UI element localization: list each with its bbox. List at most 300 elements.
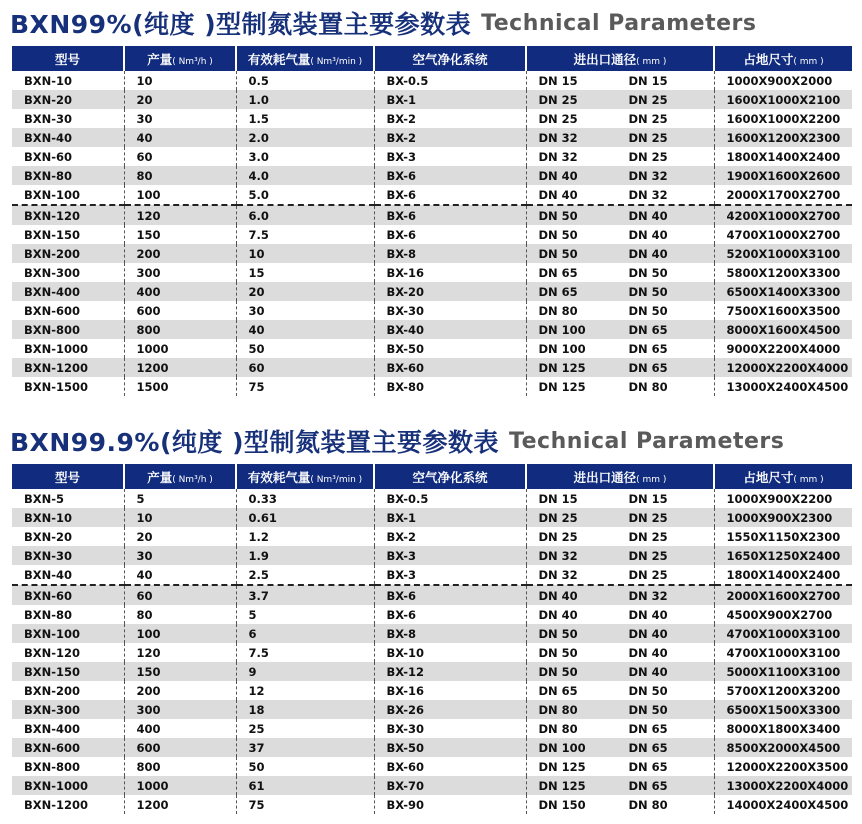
cell-model: BXN-80 [12,166,124,185]
cell-air-consumption: 1.9 [236,546,374,565]
table-row [12,185,852,205]
table-row [12,757,852,776]
cell-output: 80 [124,605,236,624]
outlet-diameter: DN 65 [628,360,668,375]
cell-output: 100 [124,185,236,205]
cell-air-consumption: 20 [236,282,374,301]
cell-output: 40 [124,565,236,585]
cell-port-diameter [526,757,714,776]
table-row [12,166,852,185]
inlet-diameter: DN 32 [538,130,578,145]
table-row [12,776,852,795]
cell-air-purification: BX-26 [374,700,526,719]
cell-footprint: 7500X1600X3500 [714,301,852,320]
inlet-diameter: DN 50 [538,645,578,660]
header-row [12,464,852,489]
cell-output: 600 [124,738,236,757]
cell-air-consumption: 7.5 [236,643,374,662]
cell-air-purification: BX-6 [374,185,526,205]
cell-model: BXN-100 [24,187,81,202]
cell-air-consumption: 61 [236,776,374,795]
table-row [12,320,852,339]
cell-footprint: 1600X1000X2200 [714,109,852,128]
column-header-air-purification [374,46,526,71]
cell-air-consumption: 15 [236,263,374,282]
column-header-output [124,464,236,489]
cell-air-purification: BX-60 [374,358,526,377]
cell-air-purification: BX-0.5 [374,71,526,90]
inlet-diameter: DN 125 [538,360,586,375]
cell-output: 30 [124,546,236,565]
column-header-air-purification [374,464,526,489]
column-header-air-consumption [236,46,374,71]
section-title: BXN99%(纯度 )型制氮装置主要参数表 [10,10,472,39]
outlet-diameter: DN 40 [628,208,668,223]
cell-air-consumption: 0.5 [236,71,374,90]
cell-footprint: 5200X1000X3100 [714,244,852,263]
cell-air-purification: BX-1 [374,508,526,527]
table-row [12,605,852,624]
cell-air-consumption: 18 [236,700,374,719]
cell-air-purification: BX-8 [374,244,526,263]
inlet-diameter: DN 40 [538,168,578,183]
cell-footprint: 14000X2400X4500 [714,795,852,814]
cell-output: 120 [124,643,236,662]
cell-output: 120 [124,205,236,225]
cell-output: 40 [124,128,236,147]
cell-port-diameter [526,358,714,377]
inlet-diameter: DN 80 [538,721,578,736]
table-row [12,643,852,662]
cell-model: BXN-150 [12,662,124,681]
table-row [12,339,852,358]
outlet-diameter: DN 25 [628,149,668,164]
header-unit: ( Nm³/h ) [172,56,213,67]
cell-air-purification: BX-30 [374,301,526,320]
cell-output: 1000 [124,776,236,795]
table-row [12,205,852,225]
cell-output: 20 [124,90,236,109]
cell-footprint: 13000X2400X4500 [714,377,852,396]
outlet-diameter: DN 25 [628,529,668,544]
cell-air-purification: BX-30 [374,719,526,738]
cell-footprint: 5700X1200X3200 [714,681,852,700]
outlet-diameter: DN 15 [628,73,668,88]
cell-port-diameter [526,662,714,681]
cell-air-purification: BX-12 [374,662,526,681]
cell-air-purification: BX-6 [374,585,526,605]
inlet-diameter: DN 50 [538,664,578,679]
cell-air-consumption: 50 [236,339,374,358]
cell-footprint: 12000X2200X3500 [714,757,852,776]
inlet-diameter: DN 100 [538,341,586,356]
outlet-diameter: DN 25 [628,548,668,563]
cell-air-purification: BX-6 [374,166,526,185]
cell-air-purification: BX-0.5 [374,489,526,508]
header-label: 空气净化系统 [412,469,488,485]
cell-model: BXN-100 [12,624,124,643]
outlet-diameter: DN 40 [628,246,668,261]
cell-air-purification: BX-3 [374,147,526,166]
section-title: BXN99.9%(纯度 )型制氮装置主要参数表 [10,428,500,457]
cell-air-purification: BX-2 [374,527,526,546]
cell-model: BXN-300 [24,265,81,280]
cell-port-diameter [526,109,714,128]
outlet-diameter: DN 65 [628,759,668,774]
cell-output: 80 [124,166,236,185]
cell-model: BXN-10 [12,508,124,527]
cell-model: BXN-150 [24,227,81,242]
cell-model: BXN-120 [12,205,124,225]
cell-output: 600 [124,301,236,320]
cell-model: BXN-60 [24,149,73,164]
section-title-en: Technical Parameters [509,428,785,454]
cell-air-purification: BX-50 [374,738,526,757]
inlet-diameter: DN 25 [538,111,578,126]
inlet-diameter: DN 50 [538,626,578,641]
cell-air-purification: BX-3 [374,565,526,585]
outlet-diameter: DN 40 [628,626,668,641]
cell-output: 10 [124,508,236,527]
outlet-diameter: DN 65 [628,778,668,793]
section-title-en: Technical Parameters [481,10,757,36]
inlet-diameter: DN 65 [538,265,578,280]
cell-port-diameter [526,508,714,527]
outlet-diameter: DN 50 [628,265,668,280]
header-label: 占地尺寸 [743,51,794,67]
cell-air-consumption: 3.7 [236,585,374,605]
cell-output: 60 [124,585,236,605]
header-label: 型号 [54,469,80,485]
cell-air-consumption: 40 [236,320,374,339]
outlet-diameter: DN 65 [628,341,668,356]
cell-port-diameter [526,166,714,185]
cell-port-diameter [526,377,714,396]
cell-model: BXN-800 [24,759,81,774]
table-row [12,546,852,565]
inlet-diameter: DN 50 [538,246,578,261]
cell-output: 20 [124,527,236,546]
column-header-footprint [714,46,852,71]
cell-output: 400 [124,719,236,738]
inlet-diameter: DN 32 [538,548,578,563]
outlet-diameter: DN 40 [628,645,668,660]
header-label: 空气净化系统 [412,51,488,67]
table-row [12,527,852,546]
cell-model: BXN-200 [12,244,124,263]
cell-air-purification: BX-1 [374,90,526,109]
cell-model: BXN-40 [24,567,73,582]
parameter-section-99-9 [0,418,862,814]
cell-model: BXN-1000 [12,776,124,795]
cell-port-diameter [526,624,714,643]
inlet-diameter: DN 100 [538,322,586,337]
inlet-diameter: DN 40 [538,607,578,622]
cell-port-diameter [526,565,714,585]
header-label: 型号 [54,51,80,67]
inlet-diameter: DN 32 [538,567,578,582]
cell-port-diameter [526,489,714,508]
cell-footprint: 4700X1000X3100 [714,624,852,643]
cell-output: 150 [124,225,236,244]
inlet-diameter: DN 40 [538,588,578,603]
inlet-diameter: DN 125 [538,379,586,394]
table-row [12,795,852,814]
cell-port-diameter [526,71,714,90]
cell-air-consumption: 1.5 [236,109,374,128]
cell-output: 100 [124,624,236,643]
cell-model: BXN-300 [12,700,124,719]
header-label: 占地尺寸 [743,469,794,485]
outlet-diameter: DN 15 [628,491,668,506]
cell-air-purification: BX-16 [374,263,526,282]
cell-output: 300 [124,263,236,282]
inlet-diameter: DN 80 [538,702,578,717]
cell-air-purification: BX-6 [374,225,526,244]
inlet-diameter: DN 50 [538,208,578,223]
cell-footprint: 1000X900X2200 [714,489,852,508]
cell-footprint: 6500X1400X3300 [714,282,852,301]
column-header-footprint [714,464,852,489]
inlet-diameter: DN 80 [538,303,578,318]
cell-output: 60 [124,147,236,166]
outlet-diameter: DN 25 [628,130,668,145]
table-row [12,263,852,282]
cell-air-purification: BX-2 [374,128,526,147]
cell-air-purification: BX-16 [374,681,526,700]
cell-output: 200 [124,681,236,700]
cell-air-consumption: 12 [236,681,374,700]
cell-footprint: 9000X2200X4000 [714,339,852,358]
cell-port-diameter [526,585,714,605]
inlet-diameter: DN 40 [538,187,578,202]
cell-model: BXN-20 [12,90,124,109]
cell-model: BXN-10 [24,73,73,88]
outlet-diameter: DN 50 [628,284,668,299]
cell-air-consumption: 4.0 [236,166,374,185]
cell-air-consumption: 50 [236,757,374,776]
table-row [12,244,852,263]
inlet-diameter: DN 32 [538,149,578,164]
table-row [12,71,852,90]
cell-air-purification: BX-8 [374,624,526,643]
table-row [12,489,852,508]
table-row [12,377,852,396]
cell-air-consumption: 0.33 [236,489,374,508]
cell-port-diameter [526,244,714,263]
cell-footprint: 1800X1400X2400 [714,147,852,166]
cell-footprint: 12000X2200X4000 [714,358,852,377]
header-row [12,46,852,71]
cell-air-purification: BX-50 [374,339,526,358]
header-unit: ( Nm³/h ) [172,474,213,485]
cell-port-diameter [526,795,714,814]
cell-model: BXN-40 [12,128,124,147]
header-label: 产量 [147,51,173,67]
header-label: 进出口通径 [573,51,637,67]
cell-model: BXN-600 [24,303,81,318]
cell-port-diameter [526,147,714,166]
table-row [12,508,852,527]
header-unit: ( mm ) [793,474,824,485]
cell-air-purification: BX-80 [374,377,526,396]
cell-port-diameter [526,339,714,358]
table-row [12,719,852,738]
cell-air-purification: BX-40 [374,320,526,339]
cell-footprint: 8000X1800X3400 [714,719,852,738]
cell-model: BXN-600 [12,738,124,757]
header-unit: ( Nm³/min ) [310,474,363,485]
cell-footprint: 2000X1700X2700 [714,185,852,205]
inlet-diameter: DN 100 [538,740,586,755]
cell-air-consumption: 6.0 [236,205,374,225]
inlet-diameter: DN 25 [538,92,578,107]
cell-footprint: 1600X1200X2300 [714,128,852,147]
cell-air-purification: BX-60 [374,757,526,776]
column-header-port-diameter [526,464,714,489]
cell-air-purification: BX-6 [374,605,526,624]
parameter-table [12,46,852,396]
cell-output: 1200 [124,795,236,814]
outlet-diameter: DN 25 [628,111,668,126]
cell-air-consumption: 9 [236,662,374,681]
cell-model: BXN-800 [12,320,124,339]
cell-air-consumption: 6 [236,624,374,643]
outlet-diameter: DN 80 [628,379,668,394]
cell-model: BXN-5 [24,491,65,506]
cell-model: BXN-1000 [24,341,89,356]
cell-air-consumption: 10 [236,244,374,263]
cell-port-diameter [526,320,714,339]
cell-port-diameter [526,301,714,320]
cell-port-diameter [526,719,714,738]
outlet-diameter: DN 25 [628,567,668,582]
cell-model: BXN-80 [24,607,73,622]
cell-footprint: 4200X1000X2700 [714,205,852,225]
cell-port-diameter [526,738,714,757]
cell-air-purification: BX-20 [374,282,526,301]
table-row [12,738,852,757]
cell-output: 30 [124,109,236,128]
cell-output: 200 [124,244,236,263]
table-row [12,662,852,681]
header-unit: ( Nm³/min ) [310,56,363,67]
outlet-diameter: DN 40 [628,664,668,679]
header-label: 产量 [147,469,173,485]
inlet-diameter: DN 25 [538,529,578,544]
cell-output: 1000 [124,339,236,358]
outlet-diameter: DN 80 [628,797,668,812]
cell-output: 1200 [124,358,236,377]
cell-footprint: 4700X1000X3100 [714,643,852,662]
cell-air-consumption: 25 [236,719,374,738]
outlet-diameter: DN 32 [628,187,668,202]
outlet-diameter: DN 50 [628,683,668,698]
inlet-diameter: DN 50 [538,227,578,242]
section-heading [0,0,862,46]
cell-air-purification: BX-10 [374,643,526,662]
column-header-model [12,46,124,71]
cell-port-diameter [526,282,714,301]
cell-port-diameter [526,776,714,795]
cell-air-consumption: 1.0 [236,90,374,109]
table-row [12,700,852,719]
cell-port-diameter [526,128,714,147]
cell-output: 300 [124,700,236,719]
cell-port-diameter [526,700,714,719]
cell-air-consumption: 37 [236,738,374,757]
header-label: 进出口通径 [573,469,637,485]
cell-port-diameter [526,527,714,546]
cell-air-consumption: 0.61 [236,508,374,527]
cell-footprint: 1800X1400X2400 [714,565,852,585]
inlet-diameter: DN 150 [538,797,586,812]
cell-footprint: 1000X900X2300 [714,508,852,527]
outlet-diameter: DN 40 [628,607,668,622]
table-row [12,147,852,166]
cell-port-diameter [526,546,714,565]
cell-model: BXN-1500 [24,379,89,394]
cell-footprint: 1550X1150X2300 [714,527,852,546]
inlet-diameter: DN 125 [538,759,586,774]
cell-port-diameter [526,681,714,700]
cell-model: BXN-400 [24,721,81,736]
cell-footprint: 5800X1200X3300 [714,263,852,282]
outlet-diameter: DN 32 [628,168,668,183]
table-row [12,225,852,244]
cell-footprint: 4700X1000X2700 [714,225,852,244]
inlet-diameter: DN 15 [538,73,578,88]
cell-air-consumption: 5.0 [236,185,374,205]
cell-model: BXN-1200 [24,797,89,812]
table-row [12,565,852,585]
parameter-section-99 [0,0,862,396]
cell-air-consumption: 7.5 [236,225,374,244]
inlet-diameter: DN 25 [538,510,578,525]
cell-air-consumption: 60 [236,358,374,377]
cell-air-consumption: 1.2 [236,527,374,546]
table-row [12,128,852,147]
table-row [12,358,852,377]
cell-output: 400 [124,282,236,301]
outlet-diameter: DN 40 [628,227,668,242]
cell-air-purification: BX-6 [374,205,526,225]
cell-port-diameter [526,185,714,205]
cell-port-diameter [526,263,714,282]
cell-model: BXN-400 [12,282,124,301]
table-row [12,681,852,700]
table-row [12,109,852,128]
cell-footprint: 1900X1600X2600 [714,166,852,185]
parameter-table [12,464,852,814]
cell-port-diameter [526,643,714,662]
cell-footprint: 8000X1600X4500 [714,320,852,339]
cell-output: 150 [124,662,236,681]
table-row [12,585,852,605]
cell-air-purification: BX-70 [374,776,526,795]
cell-air-consumption: 30 [236,301,374,320]
cell-port-diameter [526,205,714,225]
header-unit: ( mm ) [793,56,824,67]
cell-air-purification: BX-90 [374,795,526,814]
cell-air-consumption: 75 [236,795,374,814]
column-header-air-consumption [236,464,374,489]
cell-footprint: 4500X900X2700 [714,605,852,624]
cell-model: BXN-60 [12,585,124,605]
inlet-diameter: DN 65 [538,683,578,698]
cell-port-diameter [526,225,714,244]
cell-air-consumption: 2.5 [236,565,374,585]
